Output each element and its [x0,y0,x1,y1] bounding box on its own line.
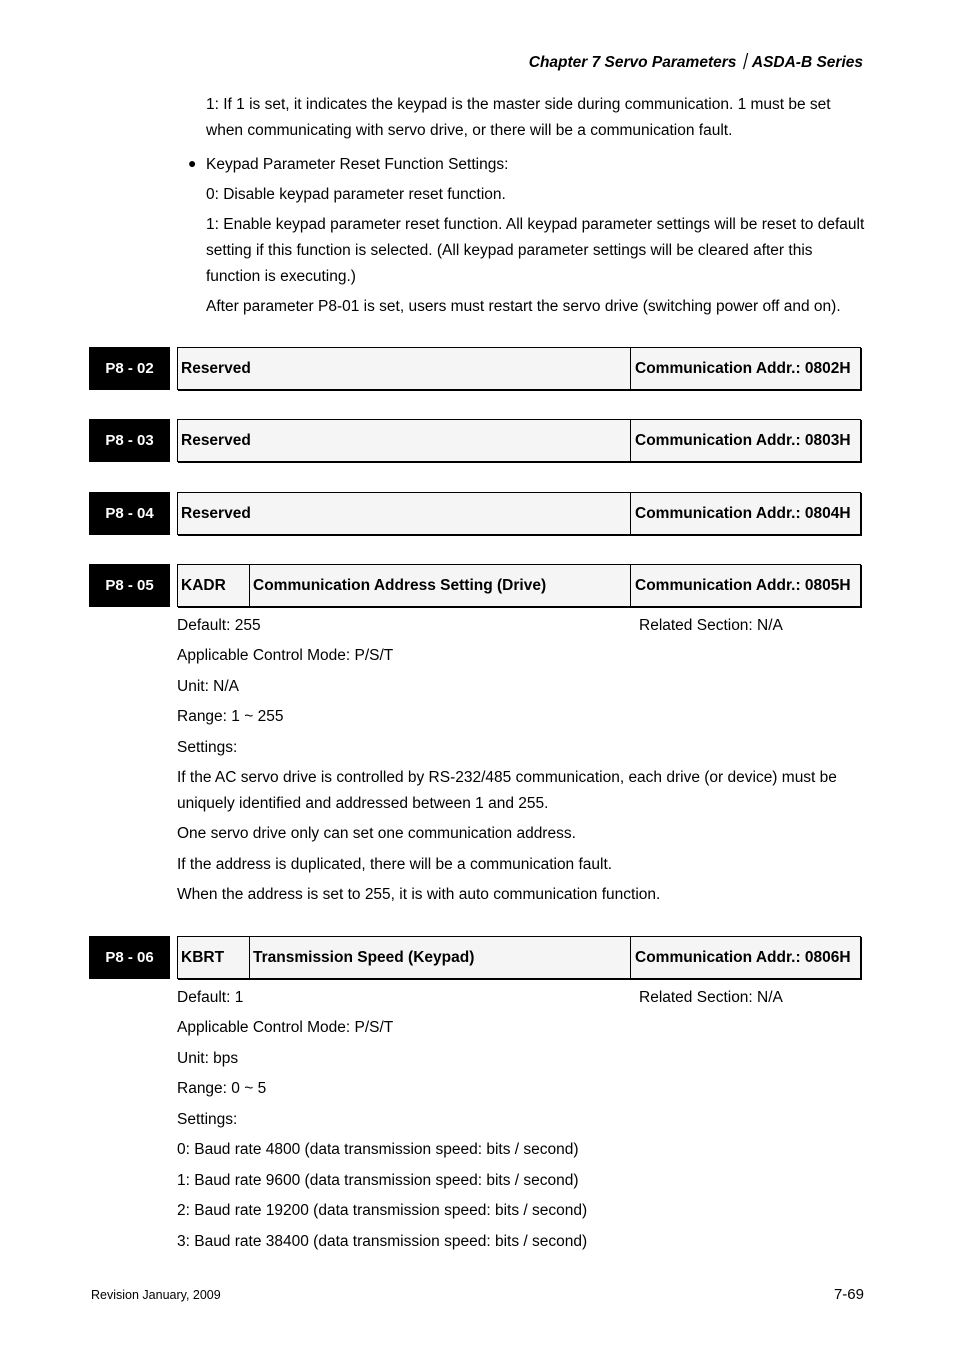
reset-option-1: 1: Enable keypad parameter reset function. All keypad parameter settings will be reset to default setting if this function is selected. (All keypad parameter settings will be cleared after this function is executing.) [206,216,865,285]
footer-revision: Revision January, 2009 [91,1288,221,1302]
param-header-box [177,936,861,979]
param-header-box [177,347,861,390]
param-abbr: KADR [178,565,250,606]
param-unit: Unit: bps [177,1050,239,1067]
param-settings-label: Settings: [177,739,238,756]
page-header: Chapter 7 Servo Parameters｜ASDA-B Series [528,54,863,71]
param-range: Range: 0 ~ 5 [177,1080,267,1097]
bullet-icon: ● [188,155,197,171]
param-name: Reserved [181,504,251,522]
settings-line: 3: Baud rate 38400 (data transmission speed: bits / second) [177,1233,588,1250]
param-comm-addr: Communication Addr.: 0805H [630,565,860,606]
param-range: Range: 1 ~ 255 [177,708,284,725]
reset-option-0: 0: Disable keypad parameter reset function. [206,186,506,203]
settings-line: 1: Baud rate 9600 (data transmission speed: bits / second) [177,1172,579,1189]
param-header-box [177,419,861,462]
param-default: Default: 1 [177,989,244,1006]
param-comm-addr: Communication Addr.: 0802H [630,348,860,389]
bullet-title: Keypad Parameter Reset Function Settings: [206,156,509,173]
param-abbr: KBRT [178,937,250,978]
param-comm-addr: Communication Addr.: 0803H [630,420,860,461]
param-name: Reserved [181,431,251,449]
param-id-badge: P8 - 03 [89,419,172,462]
param-header-box [177,492,861,535]
param-unit: Unit: N/A [177,678,240,695]
param-settings-label: Settings: [177,1111,238,1128]
param-id-badge: P8 - 04 [89,492,172,535]
param-related-section: Related Section: N/A [639,617,783,634]
param-control-mode: Applicable Control Mode: P/S/T [177,1019,394,1036]
param-related-section: Related Section: N/A [639,989,783,1006]
param-name: Reserved [181,359,251,377]
param-name: Transmission Speed (Keypad) [253,948,475,966]
param-id-badge: P8 - 05 [89,564,172,607]
param-control-mode: Applicable Control Mode: P/S/T [177,647,394,664]
settings-line: If the address is duplicated, there will be a communication fault. [177,856,613,873]
settings-line: One servo drive only can set one communication address. [177,825,576,842]
page-number: 7-69 [833,1286,864,1303]
param-id-badge: P8 - 02 [89,347,172,390]
restart-note: After parameter P8-01 is set, users must restart the servo drive (switching power off and on). [206,298,841,315]
settings-line: When the address is set to 255, it is with auto communication function. [177,886,661,903]
settings-line: 0: Baud rate 4800 (data transmission speed: bits / second) [177,1141,579,1158]
param-default: Default: 255 [177,617,261,634]
param-name: Communication Address Setting (Drive) [253,576,547,594]
master-note: 1: If 1 is set, it indicates the keypad is the master side during communication. 1 must be set when communicating with servo drive, or there will be a communication fault. [206,96,831,139]
param-id-badge: P8 - 06 [89,936,172,979]
settings-line: 2: Baud rate 19200 (data transmission speed: bits / second) [177,1202,588,1219]
param-comm-addr: Communication Addr.: 0806H [630,937,860,978]
param-header-box [177,564,861,607]
param-comm-addr: Communication Addr.: 0804H [630,493,860,534]
settings-line: If the AC servo drive is controlled by RS-232/485 communication, each drive (or device) must be uniquely identified and addressed between 1 and 255. [177,769,837,812]
